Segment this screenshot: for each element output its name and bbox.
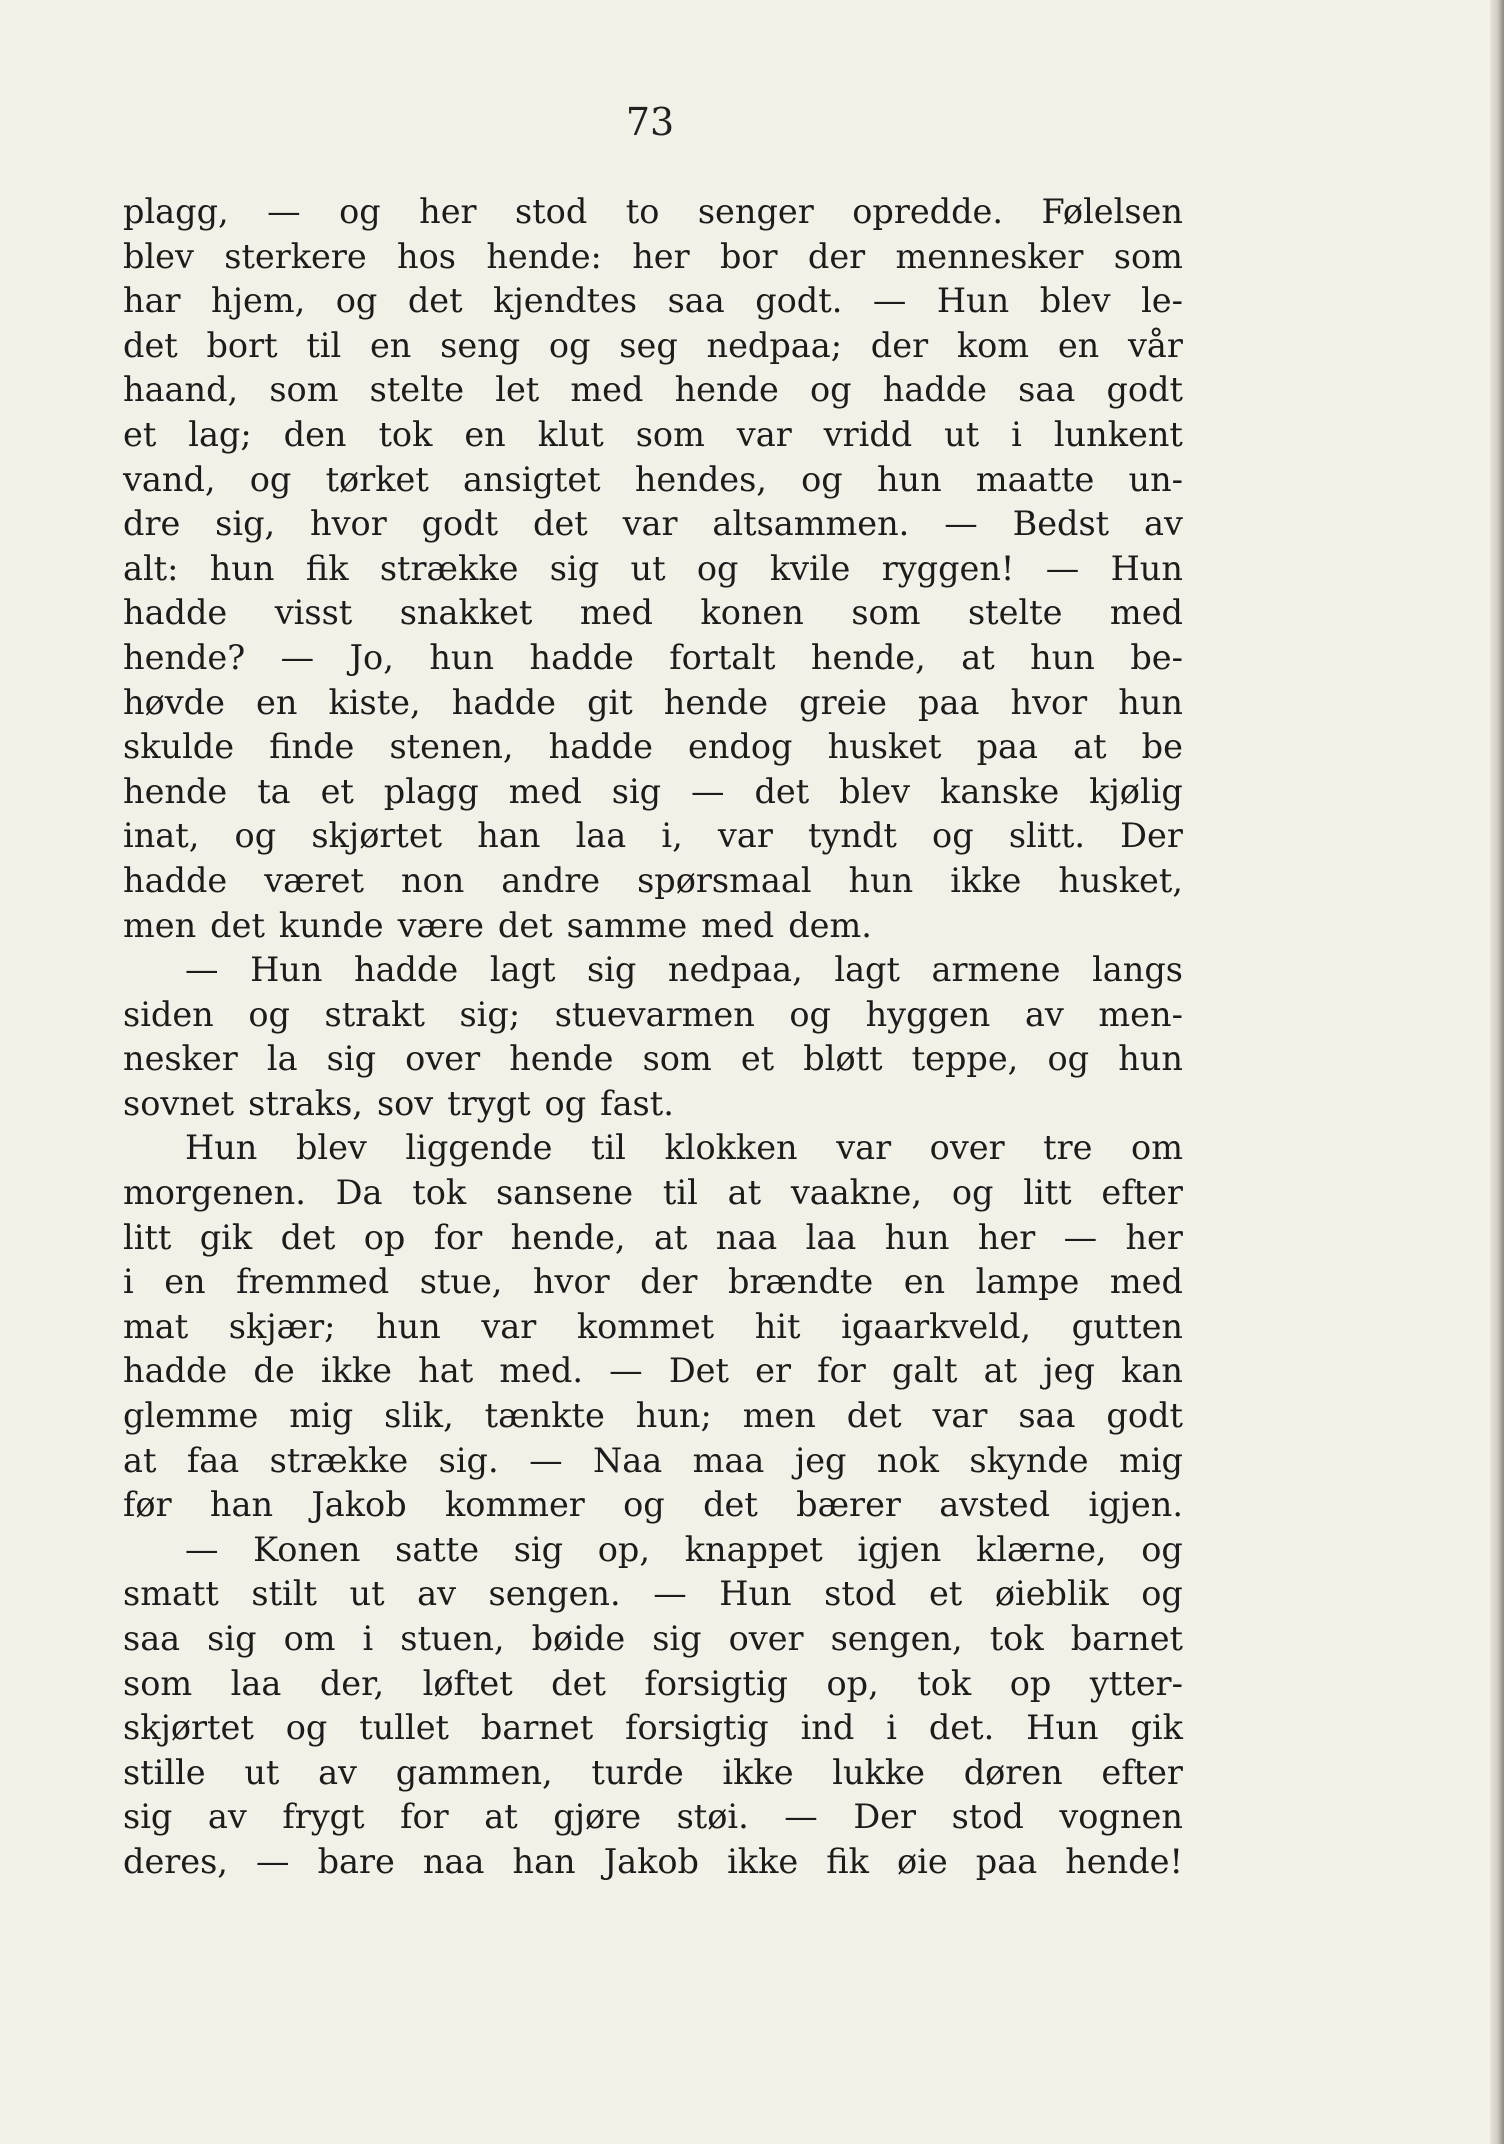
text-line: haand, som stelte let med hende og hadde saa godt	[123, 370, 1183, 410]
text-line: nesker la sig over hende som et bløtt teppe, og hun	[123, 1039, 1183, 1079]
text-line: Hun blev liggende til klokken var over tre om	[185, 1128, 1183, 1168]
text-line: skjørtet og tullet barnet forsigtig ind i det. Hun gik	[123, 1708, 1183, 1748]
text-line: hadde visst snakket med konen som stelte med	[123, 593, 1183, 633]
page-number: 73	[625, 100, 675, 144]
text-line: at faa strække sig. — Naa maa jeg nok skynde mig	[123, 1440, 1183, 1480]
text-line: dre sig, hvor godt det var altsammen. — Bedst av	[123, 504, 1183, 544]
text-line: skulde finde stenen, hadde endog husket paa at be	[123, 727, 1183, 767]
text-line: før han Jakob kommer og det bærer avsted igjen.	[123, 1485, 1183, 1525]
text-line: morgenen. Da tok sansene til at vaakne, og litt efter	[123, 1173, 1183, 1213]
text-line: sovnet straks, sov trygt og fast.	[123, 1083, 674, 1123]
body-text	[123, 190, 1183, 1885]
text-line: hende? — Jo, hun hadde fortalt hende, at hun be-	[123, 637, 1183, 677]
text-line: hadde været non andre spørsmaal hun ikke husket,	[123, 860, 1183, 900]
text-line: har hjem, og det kjendtes saa godt. — Hun blev le-	[123, 281, 1183, 321]
text-line: inat, og skjørtet han laa i, var tyndt og slitt. Der	[123, 816, 1183, 856]
text-line: vand, og tørket ansigtet hendes, og hun maatte un-	[123, 459, 1183, 499]
text-line: saa sig om i stuen, bøide sig over sengen, tok barnet	[123, 1619, 1183, 1658]
text-line: et lag; den tok en klut som var vridd ut i lunkent	[123, 414, 1183, 454]
text-line: i en fremmed stue, hvor der brændte en lampe med	[123, 1262, 1183, 1302]
text-line: alt: hun fik strække sig ut og kvile ryggen! — Hun	[123, 548, 1183, 588]
text-line: hadde de ikke hat med. — Det er for galt at jeg kan	[123, 1351, 1183, 1391]
text-line: — Hun hadde lagt sig nedpaa, lagt armene langs	[185, 950, 1183, 990]
text-line: men det kunde være det samme med dem.	[123, 905, 872, 945]
page-edge-shadow	[1490, 0, 1504, 2144]
text-line: det bort til en seng og seg nedpaa; der kom en vår	[123, 325, 1183, 365]
text-line: litt gik det op for hende, at naa laa hun her — her	[123, 1217, 1183, 1257]
text-line: stille ut av gammen, turde ikke lukke døren efter	[123, 1752, 1183, 1792]
text-line: siden og strakt sig; stuevarmen og hyggen av men-	[123, 994, 1183, 1034]
text-line: glemme mig slik, tænkte hun; men det var saa godt	[123, 1396, 1183, 1436]
text-line: sig av frygt for at gjøre støi. — Der stod vognen	[123, 1797, 1183, 1837]
text-line: smatt stilt ut av sengen. — Hun stod et øieblik og	[123, 1574, 1183, 1614]
text-line: høvde en kiste, hadde git hende greie paa hvor hun	[123, 682, 1183, 722]
text-line: blev sterkere hos hende: her bor der mennesker som	[123, 236, 1183, 276]
text-line: mat skjær; hun var kommet hit igaarkveld, gutten	[123, 1306, 1183, 1346]
text-line: hende ta et plagg med sig — det blev kanske kjølig	[123, 771, 1183, 811]
text-line: deres, — bare naa han Jakob ikke fik øie paa hende!	[123, 1841, 1183, 1881]
text-line: plagg, — og her stod to senger opredde. Følelsen	[123, 192, 1183, 231]
text-line: — Konen satte sig op, knappet igjen klærne, og	[185, 1529, 1183, 1569]
text-line: som laa der, løftet det forsigtig op, tok op ytter-	[123, 1663, 1183, 1703]
